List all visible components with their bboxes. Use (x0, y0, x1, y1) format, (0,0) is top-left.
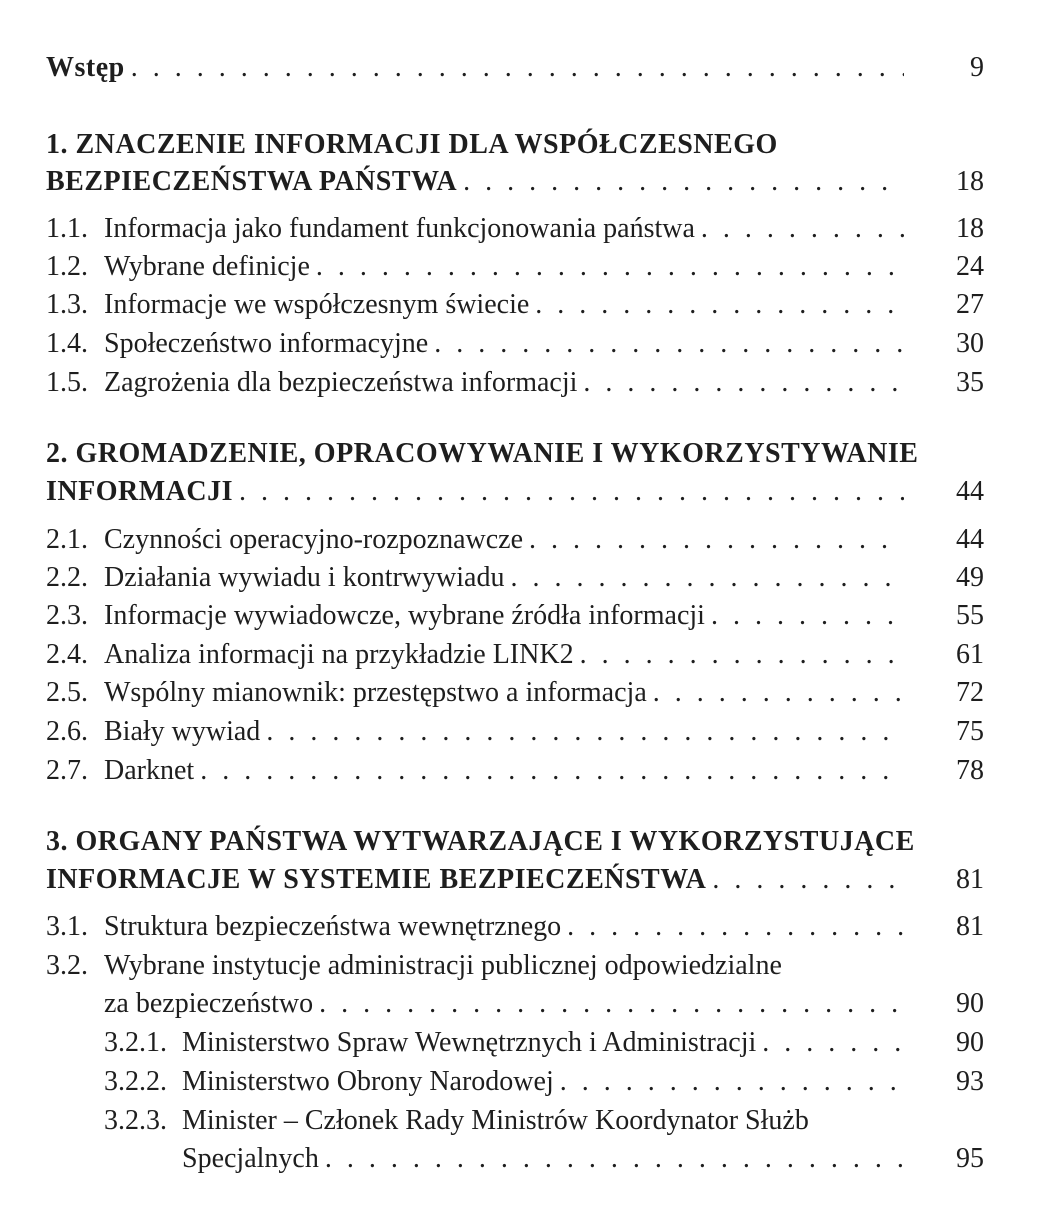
section-title: Darknet (104, 755, 195, 786)
chapter-heading-text: BEZPIECZEŃSTWA PAŃSTWA (46, 166, 458, 197)
section-number: 2.3. (46, 600, 88, 631)
section-title: Wybrane instytucje administracji publicznej odpowiedzialne (104, 950, 782, 981)
toc-page-number: 93 (956, 1066, 984, 1097)
dot-leader (762, 1025, 904, 1061)
toc-page-number: 75 (956, 716, 984, 747)
toc-page-number: 95 (956, 1143, 984, 1174)
chapter-heading-3[interactable]: 3. ORGANY PAŃSTWA WYTWARZAJĄCE I WYKORZYSTUJĄCE (46, 826, 915, 857)
chapter-heading-1[interactable]: 1. ZNACZENIE INFORMACJI DLA WSPÓŁCZESNEGO (46, 129, 778, 160)
section-number: 1.4. (46, 328, 88, 359)
dot-leader (583, 365, 904, 401)
subsection-number: 3.2.2. (104, 1066, 167, 1097)
toc-page-number: 49 (956, 562, 984, 593)
toc-entry-title: Wstęp (46, 52, 125, 83)
toc-entry[interactable] (46, 211, 912, 247)
subsection-number: 3.2.3. (104, 1105, 167, 1136)
section-number: 2.6. (46, 716, 88, 747)
toc-entry[interactable] (46, 365, 912, 401)
dot-leader (266, 714, 904, 750)
section-number: 1.5. (46, 367, 88, 398)
section-number: 1.2. (46, 251, 88, 282)
toc-entry-cont[interactable] (104, 986, 912, 1022)
section-title-cont: za bezpieczeństwo (104, 988, 314, 1019)
dot-leader (711, 598, 904, 634)
section-number: 1.3. (46, 289, 88, 320)
toc-page-number: 81 (956, 864, 984, 895)
toc-entry[interactable] (46, 948, 782, 984)
section-number: 1.1. (46, 213, 88, 244)
section-number: 3.2. (46, 950, 88, 981)
dot-leader (567, 909, 904, 945)
subsection-number: 3.2.1. (104, 1027, 167, 1058)
toc-page-number: 78 (956, 755, 984, 786)
toc-page-number: 18 (956, 166, 984, 197)
toc-entry[interactable] (46, 522, 912, 558)
toc-page-number: 81 (956, 911, 984, 942)
section-title: Informacja jako fundament funkcjonowania państwa (104, 213, 695, 244)
section-title: Struktura bezpieczeństwa wewnętrznego (104, 911, 562, 942)
toc-page-number: 24 (956, 251, 984, 282)
toc-entry[interactable] (46, 249, 912, 285)
subsection-title: Minister – Członek Rady Ministrów Koordynator Służb (182, 1105, 809, 1136)
toc-page-number: 44 (956, 476, 984, 507)
toc-subentry[interactable] (104, 1025, 912, 1061)
dot-leader (316, 249, 904, 285)
subsection-title-cont: Specjalnych (182, 1143, 319, 1174)
chapter-heading-text: INFORMACJI (46, 476, 233, 507)
dot-leader (560, 1064, 904, 1100)
chapter-heading-2-cont[interactable] (46, 474, 912, 510)
toc-entry[interactable] (46, 714, 912, 750)
toc-entry[interactable] (46, 287, 912, 323)
section-number: 2.2. (46, 562, 88, 593)
chapter-heading-2[interactable]: 2. GROMADZENIE, OPRACOWYWANIE I WYKORZYSTYWANIE (46, 438, 919, 469)
section-title: Biały wywiad (104, 716, 261, 747)
section-title: Działania wywiadu i kontrwywiadu (104, 562, 505, 593)
subsection-title: Ministerstwo Obrony Narodowej (182, 1066, 554, 1097)
dot-leader (653, 675, 904, 711)
section-title: Informacje wywiadowcze, wybrane źródła informacji (104, 600, 705, 631)
section-title: Analiza informacji na przykładzie LINK2 (104, 639, 574, 670)
dot-leader (239, 474, 904, 510)
toc-entry-intro[interactable] (46, 50, 912, 86)
section-title: Wybrane definicje (104, 251, 310, 282)
section-number: 2.7. (46, 755, 88, 786)
toc-subentry[interactable] (104, 1064, 912, 1100)
toc-entry[interactable] (46, 560, 912, 596)
toc-subentry-cont[interactable] (182, 1141, 912, 1177)
dot-leader (131, 50, 904, 86)
toc-page-number: 35 (956, 367, 984, 398)
toc-page-number: 72 (956, 677, 984, 708)
dot-leader (325, 1141, 904, 1177)
toc-entry[interactable] (46, 675, 912, 711)
toc-page-number: 44 (956, 524, 984, 555)
chapter-heading-text: INFORMACJE W SYSTEMIE BEZPIECZEŃSTWA (46, 864, 707, 895)
toc-page-number: 90 (956, 1027, 984, 1058)
toc-subentry[interactable] (104, 1103, 809, 1139)
section-title: Informacje we współczesnym świecie (104, 289, 530, 320)
toc-entry[interactable] (46, 753, 912, 789)
toc-page-number: 61 (956, 639, 984, 670)
dot-leader (535, 287, 904, 323)
section-number: 2.1. (46, 524, 88, 555)
toc-entry[interactable] (46, 598, 912, 634)
subsection-title: Ministerstwo Spraw Wewnętrznych i Administracji (182, 1027, 757, 1058)
section-number: 2.4. (46, 639, 88, 670)
toc-entry[interactable] (46, 909, 912, 945)
section-title: Zagrożenia dla bezpieczeństwa informacji (104, 367, 578, 398)
dot-leader (510, 560, 904, 596)
dot-leader (200, 753, 904, 789)
section-title: Wspólny mianownik: przestępstwo a informacja (104, 677, 647, 708)
toc-entry[interactable] (46, 637, 912, 673)
toc-entry[interactable] (46, 326, 912, 362)
toc-page-number: 9 (970, 52, 984, 83)
toc-page-number: 27 (956, 289, 984, 320)
section-number: 2.5. (46, 677, 88, 708)
dot-leader (580, 637, 904, 673)
dot-leader (701, 211, 904, 247)
dot-leader (463, 164, 904, 200)
dot-leader (319, 986, 904, 1022)
toc-page-number: 55 (956, 600, 984, 631)
toc-page-number: 18 (956, 213, 984, 244)
dot-leader (434, 326, 904, 362)
chapter-heading-3-cont[interactable] (46, 862, 912, 898)
chapter-heading-1-cont[interactable] (46, 164, 912, 200)
dot-leader (712, 862, 904, 898)
section-title: Społeczeństwo informacyjne (104, 328, 429, 359)
toc-page-number: 30 (956, 328, 984, 359)
section-number: 3.1. (46, 911, 88, 942)
dot-leader (529, 522, 904, 558)
toc-page-number: 90 (956, 988, 984, 1019)
section-title: Czynności operacyjno-rozpoznawcze (104, 524, 524, 555)
